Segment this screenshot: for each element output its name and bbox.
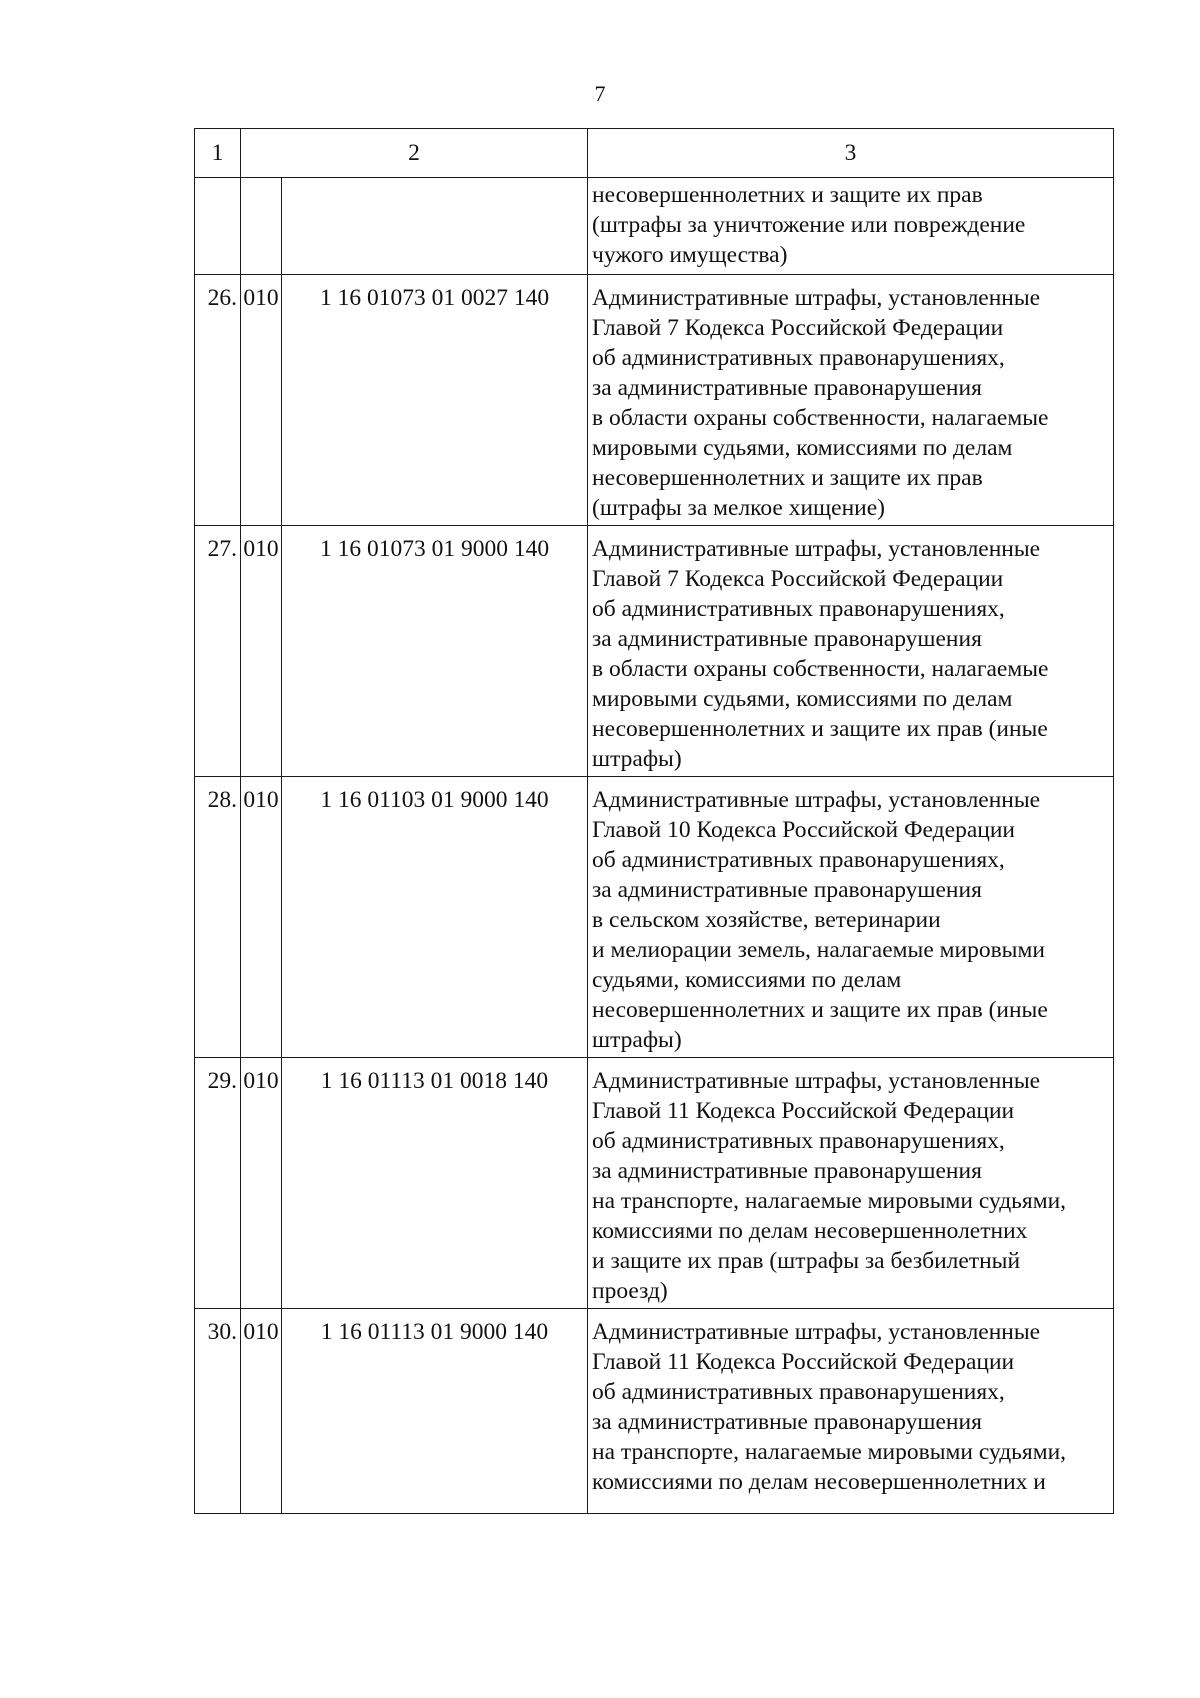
table-row (195, 275, 1114, 526)
description-line: штрафы) (592, 1027, 682, 1053)
description-line: об административных правонарушениях, (592, 596, 1005, 622)
description-line: Главой 11 Кодекса Российской Федерации (592, 1349, 1015, 1375)
row-number: 26. (195, 275, 241, 526)
table-row (195, 777, 1114, 1058)
row-number: 27. (195, 526, 241, 777)
description-line: комиссиями по делам несовершеннолетних и (592, 1469, 1046, 1495)
row-number: 29. (195, 1058, 241, 1309)
description (588, 526, 1114, 777)
description (588, 178, 1114, 275)
row-number: 30. (195, 1309, 241, 1514)
table-row (195, 1058, 1114, 1309)
header-col-2: 2 (241, 129, 588, 178)
admin-code: 010 (241, 275, 282, 526)
description-line: Главой 7 Кодекса Российской Федерации (592, 566, 1004, 592)
description (588, 1309, 1114, 1514)
description-line: на транспорте, налагаемые мировыми судьями, (592, 1439, 1067, 1465)
header-col-1: 1 (195, 129, 241, 178)
description-line: штрафы) (592, 746, 682, 772)
description (588, 777, 1114, 1058)
budget-code: 1 16 01113 01 9000 140 (282, 1309, 588, 1514)
admin-code: 010 (241, 526, 282, 777)
description-line: мировыми судьями, комиссиями по делам (592, 435, 1013, 461)
description (588, 275, 1114, 526)
row-number (195, 178, 241, 275)
description-line: чужого имущества) (592, 242, 788, 268)
admin-code: 010 (241, 777, 282, 1058)
page-number: 7 (594, 81, 606, 106)
description-line: за административные правонарушения (592, 1409, 982, 1435)
description-line: несовершеннолетних и защите их прав (иные (592, 716, 1048, 742)
description-line: Главой 7 Кодекса Российской Федерации (592, 315, 1004, 341)
table-row (195, 526, 1114, 777)
row-number: 28. (195, 777, 241, 1058)
description-line: Главой 10 Кодекса Российской Федерации (592, 817, 1015, 843)
description-line: за административные правонарушения (592, 626, 982, 652)
budget-code: 1 16 01073 01 0027 140 (282, 275, 588, 526)
budget-code: 1 16 01113 01 0018 140 (282, 1058, 588, 1309)
description-line: Административные штрафы, установленные (592, 1068, 1041, 1094)
description-line: на транспорте, налагаемые мировыми судьями, (592, 1188, 1067, 1214)
description-line: в области охраны собственности, налагаемые (592, 405, 1049, 431)
description-line: Административные штрафы, установленные (592, 787, 1041, 813)
description-line: мировыми судьями, комиссиями по делам (592, 686, 1013, 712)
description-line: несовершеннолетних и защите их прав (иные (592, 997, 1048, 1023)
description-line: комиссиями по делам несовершеннолетних (592, 1218, 1028, 1244)
description-line: за административные правонарушения (592, 1158, 982, 1184)
description-line: за административные правонарушения (592, 877, 982, 903)
budget-codes-table (194, 128, 1114, 1514)
description-line: об административных правонарушениях, (592, 847, 1005, 873)
description-line: Административные штрафы, установленные (592, 536, 1041, 562)
budget-code: 1 16 01073 01 9000 140 (282, 526, 588, 777)
description (588, 1058, 1114, 1309)
header-row (195, 129, 1114, 178)
description-line: в сельском хозяйстве, ветеринарии (592, 907, 941, 933)
description-line: об административных правонарушениях, (592, 1128, 1005, 1154)
table-row (195, 1309, 1114, 1514)
description-line: несовершеннолетних и защите их прав (592, 182, 983, 208)
description-line: Главой 11 Кодекса Российской Федерации (592, 1098, 1015, 1124)
description-line: (штрафы за мелкое хищение) (592, 495, 885, 521)
description-line: Административные штрафы, установленные (592, 1319, 1041, 1345)
description-line: об административных правонарушениях, (592, 345, 1005, 371)
description-line: несовершеннолетних и защите их прав (592, 465, 983, 491)
admin-code: 010 (241, 1058, 282, 1309)
description-line: и мелиорации земель, налагаемые мировыми (592, 937, 1045, 963)
budget-code: 1 16 01103 01 9000 140 (282, 777, 588, 1058)
continuation-row (195, 178, 1114, 275)
admin-code (241, 178, 282, 275)
description-line: Административные штрафы, установленные (592, 285, 1041, 311)
budget-code (282, 178, 588, 275)
description-line: и защите их прав (штрафы за безбилетный (592, 1248, 1021, 1274)
description-line: судьями, комиссиями по делам (592, 967, 902, 993)
description-line: (штрафы за уничтожение или повреждение (592, 212, 1026, 238)
description-line: в области охраны собственности, налагаемые (592, 656, 1049, 682)
admin-code: 010 (241, 1309, 282, 1514)
description-line: проезд) (592, 1278, 668, 1304)
header-col-3: 3 (588, 129, 1114, 178)
description-line: за административные правонарушения (592, 375, 982, 401)
description-line: об административных правонарушениях, (592, 1379, 1005, 1405)
